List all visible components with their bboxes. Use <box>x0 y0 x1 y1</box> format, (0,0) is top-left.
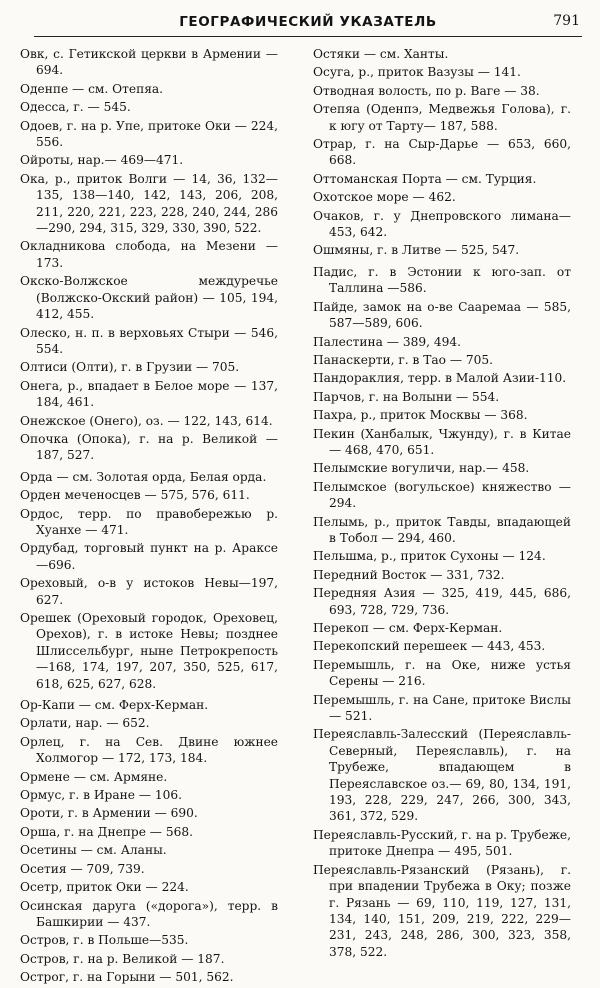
index-entry: Ороти, г. в Армении — 690. <box>20 806 198 821</box>
index-entry: Пелымское (вогульское) княжество — 294. <box>313 479 571 511</box>
index-entry: Ошмяны, г. в Литве — 525, 547. <box>313 243 520 258</box>
index-entry: Осетр, приток Оки — 224. <box>20 880 189 895</box>
index-entry: Острог, г. на Горыни — 501, 562. <box>20 970 234 985</box>
index-entry: Ойроты, нар.— 469—471. <box>20 153 184 168</box>
index-entry: Пайде, замок на о-ве Сааремаа — 585, 587—589, 606. <box>313 299 571 331</box>
index-entry: Пандораклия, терр. в Малой Азии-110. <box>313 371 567 386</box>
index-entry: Осинская даруга («дорога»), терр. в Башкирии — 437. <box>20 898 278 929</box>
page-number: 791 <box>553 13 580 29</box>
index-entry: Опочка (Опока), г. на р. Великой — 187, 527. <box>20 431 278 463</box>
index-entry: Орлец, г. на Сев. Двине южнее Холмогор — 172, 173, 184. <box>20 734 278 766</box>
index-entry: Орда — см. Золотая орда, Белая орда. <box>20 469 267 484</box>
right-column <box>313 46 571 962</box>
index-entry: Одоев, г. на р. Упе, притоке Оки — 224, 556. <box>20 118 278 150</box>
index-entry: Очаков, г. у Днепровского лимана—453, 642. <box>313 208 571 240</box>
index-entry: Осетия — 709, 739. <box>20 861 145 876</box>
index-entry: Остров, г. на р. Великой — 187. <box>20 951 225 966</box>
index-entry: Окладникова слобода, на Мезени — 173. <box>20 239 278 270</box>
index-entry: Оттоманская Порта — см. Турция. <box>313 171 537 186</box>
index-entry: Падис, г. в Эстонии к юго-зап. от Таллина —586. <box>313 264 571 296</box>
index-entry: Ор-Капи — см. Ферх-Керман. <box>20 698 209 713</box>
index-entry: Орша, г. на Днепре — 568. <box>20 824 193 839</box>
index-entry: Передняя Азия — 325, 419, 445, 686, 693, 728, 729, 736. <box>313 586 571 617</box>
index-entry: Ордубад, торговый пункт на р. Араксе—696. <box>20 541 278 572</box>
index-entry: Пельшма, р., приток Сухоны — 124. <box>313 549 546 564</box>
header-title: ГЕОГРАФИЧЕСКИЙ УКАЗАТЕЛЬ <box>179 14 437 30</box>
index-entry: Панаскерти, г. в Тао — 705. <box>313 352 494 367</box>
index-entry: Окско-Волжское междуречье (Волжско-Окский район) — 105, 194, 412, 455. <box>20 274 278 322</box>
index-entry: Переяславль-Русский, г. на р. Трубеже, притоке Днепра — 495, 501. <box>313 827 571 859</box>
index-entry: Остров, г. в Польше—535. <box>20 933 189 948</box>
index-entry: Перекоп — см. Ферх-Керман. <box>313 621 503 635</box>
index-entry: Пекин (Ханбалык, Чжунду), г. в Китае — 468, 470, 651. <box>313 426 571 457</box>
index-entry: Палестина — 389, 494. <box>313 334 462 349</box>
index-entry: Олтиси (Олти), г. в Грузии — 705. <box>20 360 240 375</box>
index-entry: Отводная волость, по р. Ваге — 38. <box>313 83 540 98</box>
index-entry: Переяславль-Рязанский (Рязань), г. при впадении Трубежа в Оку; позже г. Рязань — 69, 110, 119, 127, 131, 134, 140, 151, 209, 219, 222, 229—231, 243, 248, 286, 300, 323, 358, 378, 522. <box>313 862 571 959</box>
left-column <box>20 46 278 988</box>
index-entry: Орлати, нар. — 652. <box>20 716 150 731</box>
index-entry: Пелымь, р., приток Тавды, впадающей в Тобол — 294, 460. <box>313 514 571 545</box>
index-entry: Ордос, терр. по правобережью р. Хуанхе — 471. <box>20 506 278 537</box>
index-entry: Одесса, г. — 545. <box>20 100 131 115</box>
index-entry: Отрар, г. на Сыр-Дарье — 653, 660, 668. <box>313 137 571 168</box>
index-entry: Орден меченосцев — 575, 576, 611. <box>20 488 250 503</box>
index-entry: Перемышль, г. на Сане, притоке Вислы — 521. <box>313 692 571 724</box>
index-entry: Онежское (Онего), оз. — 122, 143, 614. <box>20 413 273 428</box>
index-entry: Ормус, г. в Иране — 106. <box>20 788 182 803</box>
running-header <box>34 10 582 37</box>
index-entry: Олеско, н. п. в верховьях Стыри — 546, 554. <box>20 325 278 356</box>
index-entry: Осетины — см. Аланы. <box>20 843 167 858</box>
index-entry: Перекопский перешеек — 443, 453. <box>313 639 546 654</box>
index-entry: Отепяа (Оденпэ, Медвежья Голова), г. к югу от Тарту— 187, 588. <box>313 102 571 133</box>
index-entry: Пахра, р., приток Москвы — 368. <box>313 408 528 423</box>
index-entry: Осуга, р., приток Вазузы — 141. <box>313 65 521 80</box>
index-entry: Перемышль, г. на Оке, ниже устья Серены — 216. <box>313 657 571 689</box>
index-entry: Пелымские вогуличи, нар.— 458. <box>313 461 530 476</box>
index-entry: Орешек (Ореховый городок, Ореховец, Орехов), г. в истоке Невы; позднее Шлиссельбург, ныне Петрокрепость—168, 174, 197, 207, 350, 525, 617, 618, 625, 627, 628. <box>20 611 278 691</box>
index-entry: Переяславль-Залесский (Переяславль-Северный, Переяславль), г. на Трубеже, впадающем в Переяславское оз.— 69, 80, 134, 191, 193, 228, 229, 247, 266, 300, 343, 361, 372, 529. <box>313 727 571 824</box>
index-entry: Ормене — см. Армяне. <box>20 769 168 784</box>
index-entry: Овк, с. Гетикской церкви в Армении — 694. <box>20 47 278 78</box>
index-entry: Парчов, г. на Волыни — 554. <box>313 389 500 404</box>
index-entry: Ока, р., приток Волги — 14, 36, 132—135, 138—140, 142, 143, 206, 208, 211, 220, 221, 223, 228, 240, 244, 286—290, 294, 315, 329, 330, 390, 522. <box>20 171 278 236</box>
index-entry: Оденпе — см. Отепяа. <box>20 81 164 96</box>
index-entry: Охотское море — 462. <box>313 190 456 205</box>
index-entry: Ореховый, о-в у истоков Невы—197, 627. <box>20 576 278 607</box>
index-entry: Передний Восток — 331, 732. <box>313 567 505 582</box>
index-entry: Онега, р., впадает в Белое море — 137, 184, 461. <box>20 378 278 410</box>
index-entry: Остяки — см. Ханты. <box>313 47 449 61</box>
